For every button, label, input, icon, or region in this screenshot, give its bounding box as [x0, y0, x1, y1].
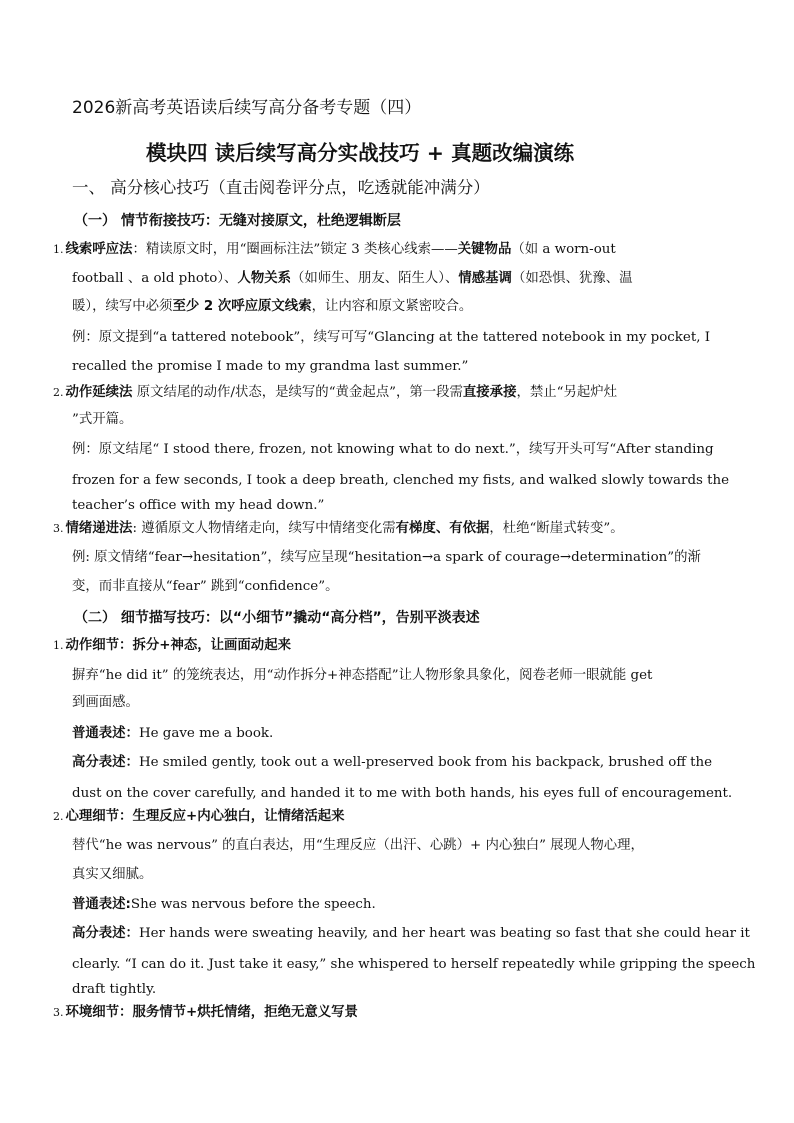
- p1-item2-example-line2: frozen for a few seconds, I took a deep breath, clenched my fists, and walked slowly towards the: [72, 473, 730, 488]
- item-text: （如恐惧、犹豫、温: [511, 271, 633, 286]
- p2-item1-high-line2: dust on the cover carefully, and handed it to me with both hands, his eyes full of encouragement.: [72, 786, 733, 801]
- part-one-heading: （一） 情节衔接技巧：无缝对接原文，杜绝逻辑断层: [74, 213, 401, 229]
- item-text: （如 a worn-out: [511, 242, 616, 257]
- item-text: ：精读原文时，用“圈画标注法”锁定 3 类核心线索——: [132, 242, 458, 257]
- p2-item3-heading-line: [53, 1004, 358, 1022]
- plain-text: He gave me a book.: [138, 726, 274, 741]
- item-text: ，杜绝“断崖式转变”。: [489, 521, 624, 536]
- list-number: 3.: [53, 1006, 64, 1019]
- p1-item1-line3: [72, 298, 472, 316]
- p2-item2-heading-line: [53, 808, 345, 826]
- item-text: 原文结尾的动作/状态，是续写的“黄金起点”，第一段需: [132, 385, 463, 400]
- module-title: 模块四 读后续写高分实战技巧 + 真题改编演练: [146, 141, 575, 165]
- item-emphasis: 关键物品: [457, 242, 512, 257]
- high-text: He smiled gently, took out a well-preserved book from his backpack, brushed off the: [138, 755, 713, 770]
- p1-item2-example-line1: 例：原文结尾“ I stood there, frozen, not knowing what to do next.”，续写开头可写“After standing: [72, 442, 714, 457]
- list-number: 3.: [53, 522, 64, 535]
- plain-text: She was nervous before the speech.: [130, 897, 376, 912]
- series-title: 2026新高考英语读后续写高分备考专题（四）: [72, 98, 422, 118]
- p1-item1-line2: [72, 270, 632, 288]
- p2-item2-high-line2: clearly. “I can do it. Just take it easy,” she whispered to herself repeatedly while gripping the speech: [72, 957, 756, 972]
- plain-label: 普通表述：: [72, 726, 139, 741]
- item-text: （如师生、朋友、陌生人）、: [291, 271, 459, 286]
- p2-item1-high-line1: [72, 754, 712, 772]
- part-two-heading: （二） 细节描写技巧：以“小细节”撬动“高分档”，告别平淡表述: [74, 610, 480, 626]
- list-number: 1.: [53, 639, 64, 652]
- item-emphasis: 人物关系: [237, 271, 291, 286]
- p2-item2-high-line3: draft tightly.: [72, 982, 157, 997]
- p1-item2-line1: [53, 384, 617, 402]
- p1-item1-line1: [53, 241, 616, 259]
- item-heading: 动作细节：拆分+神态，让画面动起来: [65, 638, 291, 653]
- item-emphasis: 至少 2 次呼应原文线索: [172, 299, 312, 314]
- item-text: football 、a old photo）、: [72, 271, 238, 286]
- p2-item1-desc-line1: 摒弃“he did it” 的笼统表达，用“动作拆分+神态搭配”让人物形象具象化，阅卷老师一眼就能 get: [72, 668, 653, 683]
- high-label: 高分表述：: [72, 755, 139, 770]
- p2-item2-high-line1: [72, 925, 750, 943]
- p1-item1-example-line1: 例：原文提到“a tattered notebook”，续写可写“Glancing at the tattered notebook in my pocket, I: [72, 330, 711, 345]
- p1-item2-line2: ”式开篇。: [72, 412, 133, 427]
- item-heading: 线索呼应法: [65, 242, 133, 257]
- item-emphasis: 直接承接: [462, 385, 517, 400]
- p1-item3-line1: [53, 520, 624, 538]
- section-one-heading: 一、 高分核心技巧（直击阅卷评分点，吃透就能冲满分）: [72, 178, 490, 197]
- p1-item3-example-line2: 变，而非直接从“fear” 跳到“confidence”。: [72, 579, 339, 594]
- list-number: 1.: [53, 243, 64, 256]
- item-heading: 环境细节：服务情节+烘托情绪，拒绝无意义写景: [65, 1005, 358, 1020]
- item-heading: 情绪递进法: [65, 521, 133, 536]
- p1-item3-example-line1: 例: 原文情绪“fear→hesitation”，续写应呈现“hesitation→a spark of courage→determination”的渐: [72, 550, 701, 565]
- item-emphasis: 有梯度、有依据: [395, 521, 490, 536]
- p2-item2-desc-line1: 替代“he was nervous” 的直白表达，用“生理反应（出汗、心跳）+ 内心独白” 展现人物心理，: [72, 838, 644, 853]
- item-text: : 遵循原文人物情绪走向，续写中情绪变化需: [132, 521, 396, 536]
- plain-label: 普通表述:: [72, 897, 131, 912]
- p2-item2-desc-line2: 真实又细腻。: [72, 867, 153, 882]
- high-text: Her hands were sweating heavily, and her heart was beating so fast that she could hear it: [138, 926, 750, 941]
- item-heading: 心理细节：生理反应+内心独白，让情绪活起来: [65, 809, 345, 824]
- p2-item1-desc-line2: 到画面感。: [72, 695, 139, 710]
- item-text: ，让内容和原文紧密咬合。: [311, 299, 473, 314]
- item-heading: 动作延续法: [65, 385, 133, 400]
- list-number: 2.: [53, 810, 64, 823]
- list-number: 2.: [53, 386, 64, 399]
- high-label: 高分表述：: [72, 926, 139, 941]
- p2-item2-plain: [72, 896, 376, 914]
- p1-item2-example-line3: teacher’s office with my head down.”: [72, 498, 325, 513]
- item-emphasis: 情感基调: [458, 271, 512, 286]
- p2-item1-heading-line: [53, 637, 291, 655]
- p2-item1-plain: [72, 725, 273, 743]
- item-text: 暖），续写中必须: [72, 299, 173, 314]
- p1-item1-example-line2: recalled the promise I made to my grandma last summer.”: [72, 359, 469, 374]
- item-text: ，禁止“另起炉灶: [516, 385, 618, 400]
